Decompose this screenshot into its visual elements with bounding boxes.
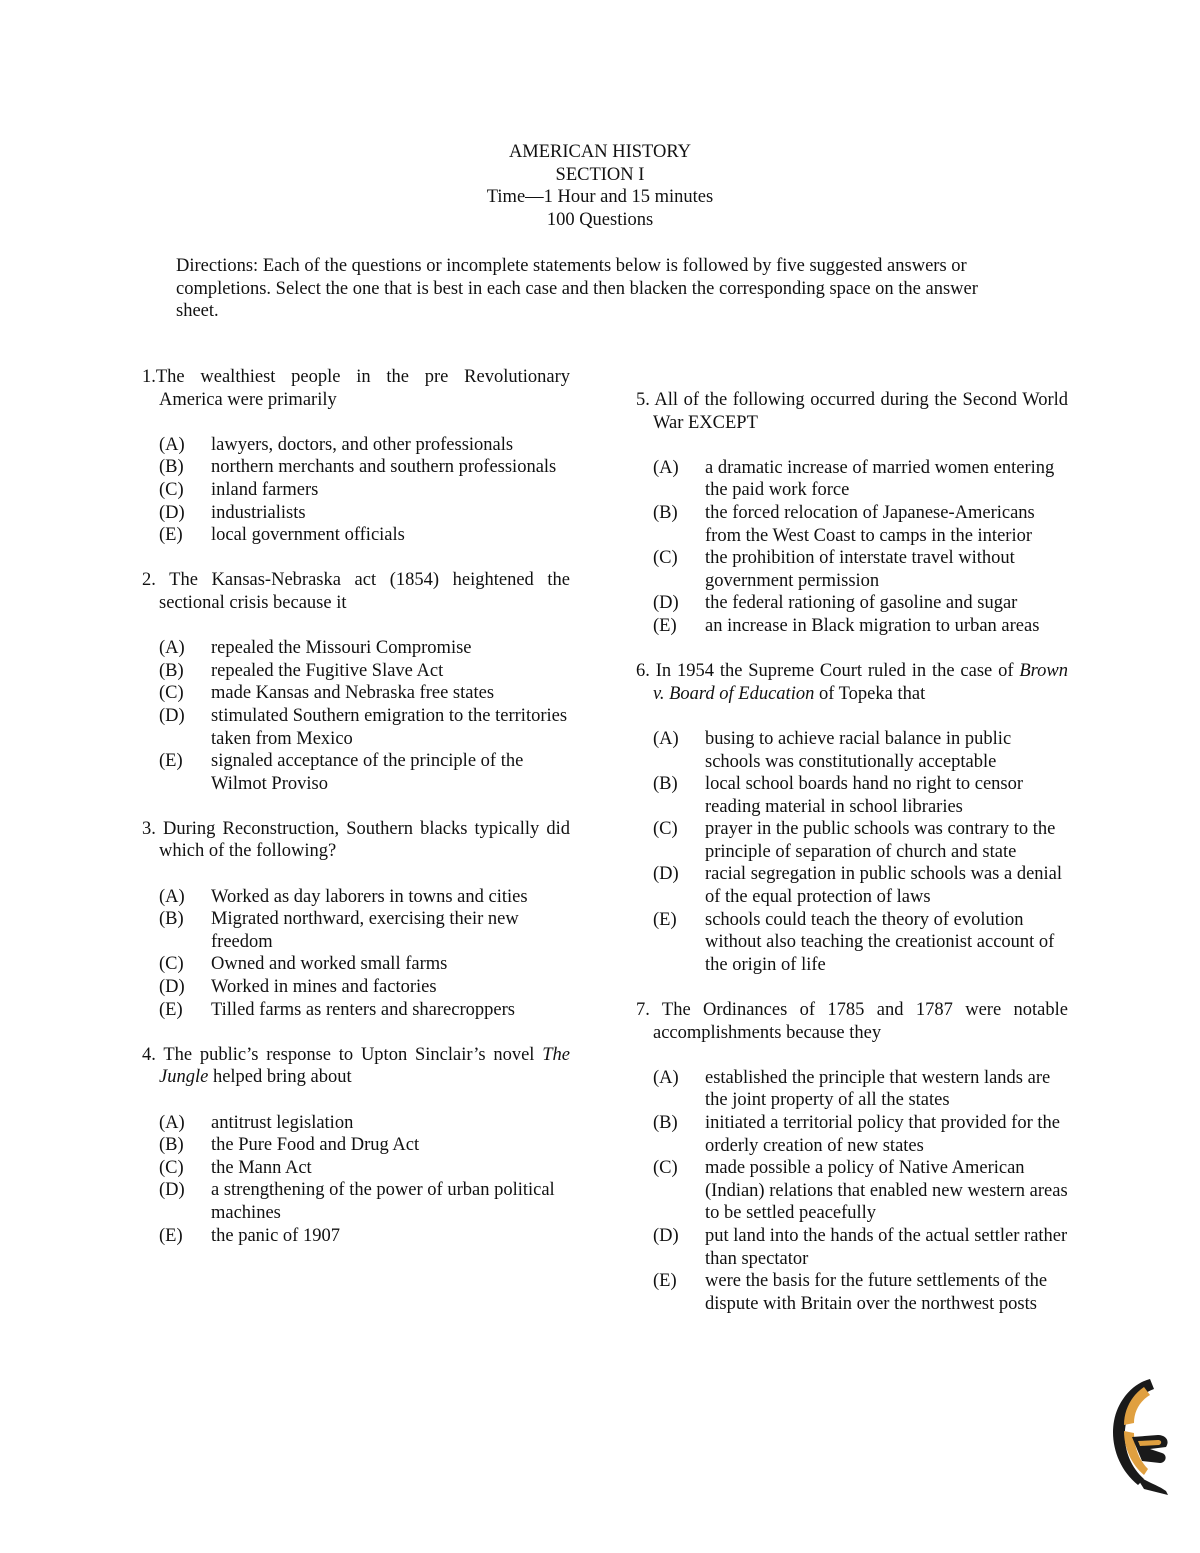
option-text: the panic of 1907 xyxy=(211,1225,340,1246)
option-b xyxy=(159,456,570,479)
option-d xyxy=(159,1179,570,1224)
option-text: were the basis for the future settlements of the dispute with Britain over the northwest posts xyxy=(705,1271,1048,1314)
answer-options xyxy=(142,1112,570,1248)
stem-text: helped bring about xyxy=(208,1067,352,1088)
option-text: local school boards hand no right to censor reading material in school libraries xyxy=(705,774,1024,817)
option-text: prayer in the public schools was contrary to the principle of separation of church and state xyxy=(705,819,1056,862)
option-text: local government officials xyxy=(211,525,405,546)
option-label: (C) xyxy=(159,1157,184,1178)
question-stem: 1.The wealthiest people in the pre Revolutionary America were primarily xyxy=(142,367,570,410)
option-e xyxy=(653,1270,1068,1315)
option-d xyxy=(159,502,570,525)
option-text: northern merchants and southern professionals xyxy=(211,457,557,478)
option-label: (A) xyxy=(653,1067,679,1088)
option-label: (C) xyxy=(159,683,184,704)
option-text: an increase in Black migration to urban areas xyxy=(705,615,1040,636)
option-text: lawyers, doctors, and other professionals xyxy=(211,434,514,455)
question-4 xyxy=(142,1044,570,1247)
option-text: the Pure Food and Drug Act xyxy=(211,1135,420,1156)
option-label: (B) xyxy=(653,774,678,795)
option-text: repealed the Missouri Compromise xyxy=(211,638,472,659)
option-text: racial segregation in public schools was a denial of the equal protection of laws xyxy=(705,864,1063,908)
option-d xyxy=(653,592,1068,615)
publisher-hand-logo-icon xyxy=(1104,1373,1174,1495)
option-b xyxy=(653,1112,1068,1157)
option-label: (E) xyxy=(159,751,183,772)
option-text: inland farmers xyxy=(211,479,319,500)
option-text: Migrated northward, exercising their new freedom xyxy=(211,909,519,952)
option-text: industrialists xyxy=(211,502,306,523)
left-column xyxy=(142,366,570,1247)
option-e xyxy=(653,615,1068,638)
stem-text: 4. The public’s response to Upton Sinclair’s novel xyxy=(142,1044,543,1065)
option-label: (C) xyxy=(159,479,184,500)
case-title: Brown v. Board of Education xyxy=(653,661,1068,704)
option-text: stimulated Southern emigration to the territories taken from Mexico xyxy=(211,705,568,749)
option-d xyxy=(653,863,1068,908)
question-stem: 2. The Kansas-Nebraska act (1854) heightened the sectional crisis because it xyxy=(142,570,570,613)
option-text: the forced relocation of Japanese-Americans from the West Coast to camps in the interior xyxy=(705,502,1035,546)
option-c xyxy=(159,953,570,976)
question-3 xyxy=(142,818,570,1021)
option-label: (C) xyxy=(159,954,184,975)
question-1 xyxy=(142,366,570,547)
option-label: (A) xyxy=(159,886,185,907)
option-e xyxy=(159,999,570,1022)
option-text: Worked in mines and factories xyxy=(211,977,437,998)
option-label: (B) xyxy=(653,1113,678,1133)
option-label: (E) xyxy=(159,1225,183,1246)
option-label: (C) xyxy=(653,819,678,840)
answer-options xyxy=(142,434,570,547)
option-e xyxy=(653,909,1068,977)
option-label: (A) xyxy=(159,434,185,455)
answer-options xyxy=(142,886,570,1022)
answer-options xyxy=(636,728,1068,977)
option-text: a strengthening of the power of urban political machines xyxy=(211,1180,555,1223)
option-text: the Mann Act xyxy=(211,1157,312,1178)
stem-text: 6. In 1954 the Supreme Court ruled in the case of xyxy=(636,661,1020,682)
option-label: (E) xyxy=(653,1271,677,1292)
stem-text: of Topeka that xyxy=(814,683,926,704)
option-e xyxy=(159,750,570,795)
time-limit: Time—1 Hour and 15 minutes xyxy=(486,187,714,208)
section-label: SECTION I xyxy=(555,164,645,185)
option-text: Worked as day laborers in towns and cities xyxy=(211,886,528,907)
option-d xyxy=(653,1225,1068,1270)
option-label: (B) xyxy=(159,1135,184,1156)
option-label: (C) xyxy=(653,1158,678,1179)
option-a xyxy=(159,886,570,909)
option-label: (D) xyxy=(653,864,679,885)
question-7 xyxy=(636,999,1068,1315)
question-stem: 7. The Ordinances of 1785 and 1787 were notable accomplishments because they xyxy=(636,1000,1068,1043)
option-d xyxy=(159,976,570,999)
option-d xyxy=(159,705,570,750)
question-stem: 3. During Reconstruction, Southern blacks typically did which of the following? xyxy=(142,818,570,862)
question-5 xyxy=(636,389,1068,638)
option-label: (D) xyxy=(159,1180,185,1201)
option-label: (D) xyxy=(653,1225,679,1246)
option-label: (D) xyxy=(159,502,185,523)
option-b xyxy=(653,773,1068,818)
option-text: repealed the Fugitive Slave Act xyxy=(211,660,444,681)
question-stem xyxy=(636,660,1068,705)
option-text: established the principle that western lands are the joint property of all the states xyxy=(705,1067,1051,1111)
question-2 xyxy=(142,569,570,795)
option-b xyxy=(159,660,570,683)
option-label: (E) xyxy=(653,909,677,930)
option-a xyxy=(653,457,1068,502)
option-text: Owned and worked small farms xyxy=(211,954,448,975)
option-c xyxy=(159,1157,570,1180)
option-text: antitrust legislation xyxy=(211,1112,354,1133)
question-6 xyxy=(636,660,1068,976)
option-a xyxy=(159,1112,570,1135)
option-label: (D) xyxy=(159,977,185,998)
answer-options xyxy=(142,637,570,795)
answer-options xyxy=(636,457,1068,638)
option-text: signaled acceptance of the principle of the Wilmot Proviso xyxy=(211,751,524,794)
right-column xyxy=(636,389,1068,1315)
option-c xyxy=(653,818,1068,863)
option-e xyxy=(159,524,570,547)
option-text: put land into the hands of the actual settler rather than spectator xyxy=(705,1225,1068,1269)
option-label: (E) xyxy=(159,999,183,1020)
question-count: 100 Questions xyxy=(546,209,654,230)
option-label: (E) xyxy=(159,525,183,546)
option-text: Tilled farms as renters and sharecroppers xyxy=(211,999,515,1020)
option-label: (D) xyxy=(653,593,679,614)
option-text: the prohibition of interstate travel without government permission xyxy=(705,548,1015,591)
option-c xyxy=(159,682,570,705)
option-label: (A) xyxy=(653,457,679,478)
option-text: made Kansas and Nebraska free states xyxy=(211,683,495,704)
option-c xyxy=(653,1157,1068,1225)
option-label: (B) xyxy=(159,660,184,681)
option-a xyxy=(653,1067,1068,1112)
directions-text: Directions: Each of the questions or incomplete statements below is followed by five suggested answers or completions. Select the one that is best in each case and then blacken the corresponding space on the answer sheet. xyxy=(176,256,978,322)
option-a xyxy=(653,728,1068,773)
exam-title: AMERICAN HISTORY xyxy=(508,142,692,162)
option-text: the federal rationing of gasoline and sugar xyxy=(705,593,1018,614)
option-label: (B) xyxy=(159,909,184,930)
option-label: (B) xyxy=(159,457,184,478)
option-label: (D) xyxy=(159,705,185,726)
option-label: (B) xyxy=(653,502,678,523)
option-label: (C) xyxy=(653,548,678,569)
option-label: (A) xyxy=(159,1112,185,1133)
option-label: (A) xyxy=(653,728,679,749)
option-a xyxy=(159,637,570,660)
option-text: busing to achieve racial balance in public schools was constitutionally acceptable xyxy=(705,728,1012,772)
answer-options xyxy=(636,1067,1068,1316)
option-label: (E) xyxy=(653,615,677,636)
page-header xyxy=(0,141,1200,231)
option-c xyxy=(159,479,570,502)
option-b xyxy=(159,908,570,953)
question-stem: 5. All of the following occurred during the Second World War EXCEPT xyxy=(636,390,1068,433)
option-a xyxy=(159,434,570,457)
option-b xyxy=(653,502,1068,547)
question-stem xyxy=(142,1044,570,1089)
option-text: made possible a policy of Native American (Indian) relations that enabled new western areas to be settled peacefully xyxy=(705,1158,1068,1224)
option-e xyxy=(159,1225,570,1248)
book-title: The Jungle xyxy=(159,1044,570,1088)
option-label: (A) xyxy=(159,638,185,659)
option-c xyxy=(653,547,1068,592)
option-text: a dramatic increase of married women entering the paid work force xyxy=(705,457,1055,501)
option-text: schools could teach the theory of evolution without also teaching the creationist account of the origin of life xyxy=(705,909,1055,975)
option-b xyxy=(159,1134,570,1157)
option-text: initiated a territorial policy that provided for the orderly creation of new states xyxy=(705,1113,1060,1156)
